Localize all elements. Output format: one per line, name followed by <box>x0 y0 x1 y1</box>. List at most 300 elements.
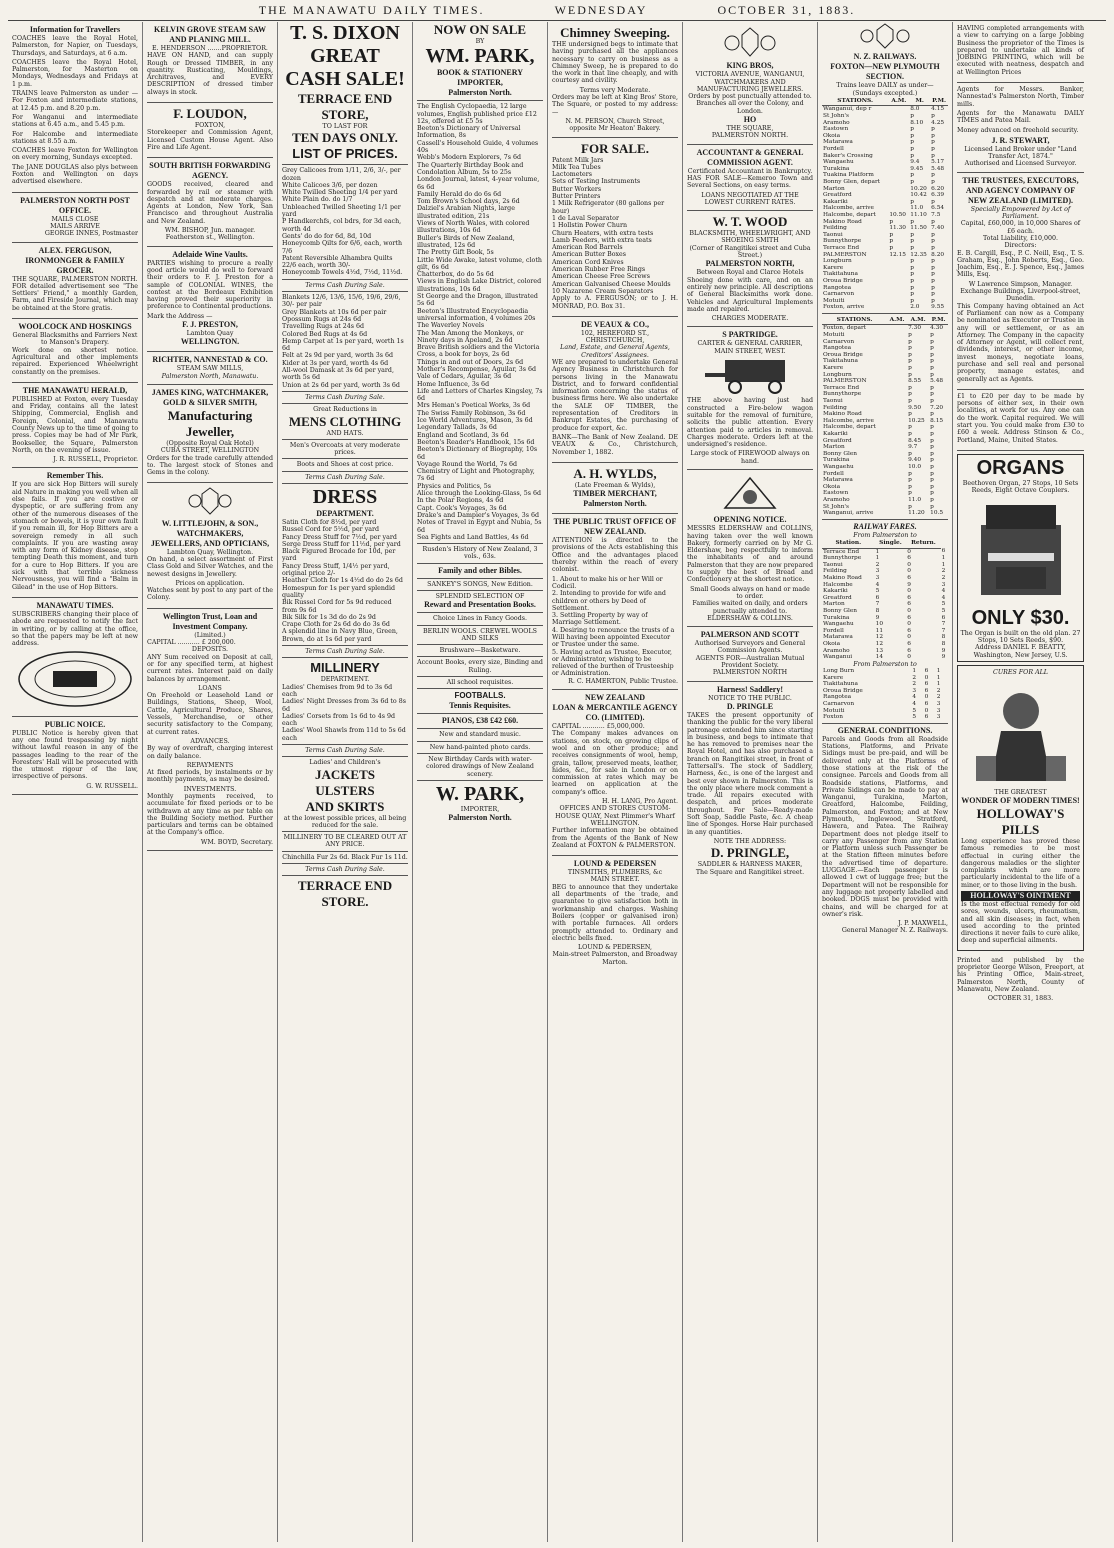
table-cell: Bunnythorpe <box>823 238 862 245</box>
terrace-footer: TERRACE END STORE. <box>297 878 393 910</box>
table-cell <box>888 278 909 285</box>
table-cell: p <box>910 139 914 146</box>
table-cell: Karere <box>823 264 844 271</box>
table-cell: p <box>910 152 914 159</box>
table-cell: 3 <box>875 574 880 581</box>
table-cell <box>887 477 907 484</box>
table-cell: 9 <box>907 581 911 588</box>
table-cell: Halcombe <box>823 581 853 588</box>
table-cell: Greatford <box>823 594 852 601</box>
table-cell <box>887 504 907 511</box>
table-cell: p <box>910 297 914 304</box>
table-row <box>822 694 948 701</box>
table-cell: 9.40 <box>908 457 922 464</box>
table-cell: 5.48 <box>930 378 944 385</box>
table-row <box>822 555 948 562</box>
table-cell: Foxton, arrive <box>823 304 865 311</box>
table-cell: p <box>931 152 935 159</box>
table-cell: 8.15 <box>930 417 944 424</box>
table-cell: Tiakitahuna <box>823 358 858 365</box>
column-6: KING BROS, VICTORIA AVENUE, WANGANUI, WATCHMAKERS AND MANUFACTURING JEWELLERS. Orders by post punctually attended to. Branches all over the Colony, and London. HO THE SQUARE, PALMERSTON NORTH. ACCOUNTANT & GENERAL COMMISSION AGENT. Certificated Accountant in Bankruptcy. HAS FOR SALE—Kemeroo Town and Several Sections, on easy terms. LOANS NEGOTIATED AT THE LOWEST CURRENT RATES. W. T. WOOD BLACKSMITH, WHEELWRIGHT, AND SHOEING SMITH (Corner of Rangitikei street and Cuba Street.) PALMERSTON NORTH, Between Royal and Clarce Hotels Shoeing done with care, and on an entirely new principle. All descriptions of General Blacksmiths work done. Vehicles and Agricultural Implements made and repaired. CHARGES MODERATE. S PARTRIDGE. CARTER & GENERAL CARRIER, MAIN STREET, WEST. THE above having just had constructed a Fire-below wagon suitable for the removal of furniture, solicits the public attention. Every attention paid to articles in removal. Charges moderate. Orders left at the undersigned's residence. Large stock of FIREWOOD always on hand. OPENING NOTICE. MESSRS ELDERSHAW and COLLINS, having taken over the well known Bakery, formerly carried on by Mr G. Eldershaw, beg respectfully to inform the inhabitants of and around Palmerston that they are now prepared to supply the best of Bread and Confectionery at the shortest notice. Small Goods always on hand or made to order. Families waited on daily, and orders punctually attended to. ELDERSHAW & COLLINS. PALMERSON AND SCOTT Authorised Surveyors and General Commission Agents. AGENTS FOR—Australian Mutual Provident Society. PALMERSTON NORTH Harness! Saddlery! NOTICE TO THE PUBLIC. D. PRINGLE TAKES the present opportunity of thanking the public for the very liberal patronage extended him since starting in business, and begs to intimate that he has removed to premises near the Royal Hotel, and has also purchased a branch on Rangitikei street, in front of Tattersall's. The stock of Saddlery, Harness, &c., is one of the largest and best ever shown in Palmerston. This is the only place where mock comment a trade. All repairs executed with despatch, and prices moderate throughout. For Sale—Ready-made Soft Soap, Saddle Paste, &c. A cheap line of Sponges. Horse Hair purchased in any quantities. NOTE THE ADDRESS: D. PRINGLE, SADDLER & HARNESS MAKER, The Square and Rangitikei street. <box>683 22 818 1542</box>
park-footer: W. PARK, <box>435 782 525 805</box>
table-row <box>822 245 948 252</box>
table-cell: p <box>930 477 934 484</box>
royal-arms-icon <box>147 486 273 518</box>
table-cell: Okoia <box>823 483 841 490</box>
park-name: WM. PARK, <box>425 45 535 68</box>
table-cell <box>887 405 907 412</box>
table-cell: p <box>931 264 935 271</box>
table-row <box>822 471 948 478</box>
table-cell: 2 <box>936 687 941 694</box>
table-cell: p <box>931 244 935 251</box>
table-cell: 9.7 <box>908 444 918 451</box>
table-cell: p <box>910 284 914 291</box>
table-cell: Carnarvon <box>823 700 855 707</box>
table-cell: Bunnythorpe <box>823 555 862 562</box>
table-cell <box>887 332 907 339</box>
table-cell: Marton <box>823 444 845 451</box>
table-cell: 2 <box>875 561 880 568</box>
table-row <box>822 153 948 160</box>
table-cell: 1 <box>936 667 941 674</box>
table-cell: 11.0 <box>910 205 924 212</box>
table-cell: p <box>889 244 894 251</box>
table-cell <box>887 490 907 497</box>
table-row <box>822 628 948 635</box>
table-cell <box>888 126 909 133</box>
table-cell: 6 <box>875 594 880 601</box>
table-cell: 4 <box>875 581 880 588</box>
table-cell: p <box>930 384 934 391</box>
wine-heading: Adelaide Wine Vaults. <box>172 249 248 259</box>
table-cell: 5 <box>941 607 946 614</box>
trustees-heading: THE TRUSTEES, EXECUTORS, AND AGENCY COMPANY OF NEW ZEALAND (LIMITED). <box>962 175 1079 205</box>
table-cell: p <box>908 371 912 378</box>
table-cell <box>888 153 909 160</box>
scott-name: PALMERSON AND SCOTT <box>700 630 800 640</box>
table-cell: 2 <box>941 574 946 581</box>
table-cell <box>888 120 909 127</box>
table-cell <box>888 106 909 113</box>
table-cell: 0 <box>907 634 911 641</box>
table-row <box>822 113 948 120</box>
table-cell: Motuiti <box>823 707 845 714</box>
table-cell <box>887 352 907 359</box>
table-cell: 6.54 <box>931 205 945 212</box>
travellers-heading: Information for Travellers <box>29 25 121 34</box>
table-cell: 4.30 <box>930 325 944 332</box>
table-cell: Foxton <box>823 714 844 721</box>
table-cell: Longburn <box>823 371 852 378</box>
table-row <box>822 497 948 504</box>
table-cell <box>887 451 907 458</box>
table-cell: Halcombe, depart <box>823 211 876 218</box>
table-cell: p <box>908 345 912 352</box>
table-cell <box>888 166 909 173</box>
table-cell: 1 <box>936 681 941 688</box>
column-7: N. Z. RAILWAYS. FOXTON—NEW PLYMOUTH SECTION. Trains leave DAILY as under—(Sundays excepted.) STATIONS. A.M. M. P.M. Wanganui, dep r 8.0 4.15 St John's p p Aramoho 8.10 4.25 Eastown p p Okoia p p Matarawa p p Fordell p p Baker's Crossing p p Wangaehu 9.4 5.17 Turakina 9.45 5.48 Tuakina Platform p p Bonny Glen, depart p p Marton 10.20 6.20 Greatford 10.42 6.39 Kakariki p p Halcombe, arrive 11.0 6.54 Halcombe, depart 10.50 11.10 7.5 Makino Road p p p Feilding 11.30 11.50 7.40 Taonui p p p Bunnythorpe p p p Terrace End p p p PALMERSTON 12.15 12.35 8.20 Longburn p p Karere p p Tiakitahuna p p Oroua Bridge p p Rangotea p p Carnarvon p p Motuiti p p Foxton, arrive 2.0 9.55 STATIONS. A.M. A.M. P.M. Foxton, depart 7.30 4.30 Motuiti p p Carnarvon p p Rangotea p p Oroua Bridge p p Tiakitahuna p p Karere p p Longburn p p PALMERSTON 8.55 5.48 Terrace End p p Bunnythorpe p p Taonui p p Feilding 9.50 7.20 Makino Road p p Halcombe, arrive 10.25 8.15 Halcombe, depart p p Kakariki p p Greatford 8.45 p Marton 9.7 p Bonny Glen p p Turakina 9.40 p Wangaehu 10.0 p Fordell p p Matarawa p p Okoia p p Eastown p p Aramoho 11.0 p St John's p p Wanganui, arrive 11.20 10.5 RAILWAY FARES. From Palmerston to Station. Single. Return. Terrace End 1 0 6 Bunnythorpe 1 6 1 Taonui 2 0 1 Feilding 3 0 2 Makino Road 3 6 2 Halcombe 4 9 3 Kakariki 5 0 4 Greatford 6 6 4 Marton 7 6 5 Bonny Glen 8 0 5 Turakina 9 6 6 Wangaehu 10 0 7 Fordell 11 6 7 Matarawa 12 0 8 Okoia 12 6 8 Aramoho 13 6 9 Wanganui 14 0 9 From Palmerston to Long Burn 1 6 1 Karere 2 0 1 Tiakitahuna 2 6 1 Oroua Bridge 3 6 2 Rangotea 4 0 2 Carnarvon 4 6 3 Motuiti 5 0 3 Foxton 5 6 3 GENERAL CONDITIONS. Parcels and Goods from all Roadside Stations, Platforms, and Private Sidings must be pre-paid, and will be delivered only at the Platforms of those stations at the risk of the consignee. Parcels and Goods from all Roadside stations, Platforms, and Private Sidings can be made to pay at Wanganui, Turakina, Marton, Greatford, Halcombe, Feilding, Palmerston, and Foxton; and at New Plymouth, Inglewood, Stratford, Hawera, and Patea. The Railway Department does not pledge itself to carry any Passenger from any Station or Platform unless such Passenger be at the Station fifteen minutes before the advertised time of departure. LUGGAGE.—Each passenger is allowed 1 cwt of luggage free; but the Department will not be responsible for any luggage not properly labelled and booked. DOGS must be provided with chains, and will be charged for at owner's risk. J. P. MAXWELL, General Manager N. Z. Railways. <box>818 22 953 1542</box>
table-cell: 5 <box>912 707 917 714</box>
partridge-name: S PARTRIDGE. <box>722 330 778 340</box>
table-cell: p <box>908 358 912 365</box>
table-cell: p <box>930 490 934 497</box>
table-row <box>822 648 948 655</box>
richter-name: RICHTER, NANNESTAD & CO. <box>152 355 268 365</box>
up-timetable <box>822 97 948 311</box>
table-row <box>822 411 948 418</box>
table-row <box>822 186 948 193</box>
table-cell: Aramoho <box>823 496 850 503</box>
table-cell: 11.30 <box>889 225 906 232</box>
wylds-name: A. H. WYLDS, <box>573 465 657 481</box>
table-cell: 7 <box>941 627 946 634</box>
table-cell: p <box>931 258 935 265</box>
table-cell: p <box>930 371 934 378</box>
table-cell: 10.42 <box>910 192 927 199</box>
table-cell <box>888 291 909 298</box>
table-cell: Rangotea <box>823 694 852 701</box>
veaux-name: DE VEAUX & CO., <box>580 319 650 329</box>
table-cell: Halcombe, arrive <box>823 205 874 212</box>
table-row <box>822 562 948 569</box>
table-cell: p <box>931 218 935 225</box>
table-cell: p <box>931 297 935 304</box>
table-cell: 5.17 <box>931 159 945 166</box>
table-row <box>822 385 948 392</box>
table-row <box>822 668 948 675</box>
table-cell: Makino Road <box>823 411 862 418</box>
table-cell: 3 <box>936 714 941 721</box>
table-cell <box>887 385 907 392</box>
table-cell: 2 <box>912 674 917 681</box>
table-row <box>822 265 948 272</box>
table-cell: p <box>889 231 894 238</box>
remember-heading: Remember This. <box>46 471 104 481</box>
table-cell: p <box>931 271 935 278</box>
table-cell: p <box>910 238 914 245</box>
table-cell <box>888 146 909 153</box>
table-row <box>822 192 948 199</box>
table-cell: Halcombe, depart <box>823 424 876 431</box>
table-cell: Bonny Glen, depart <box>823 179 881 186</box>
masthead-day: WEDNESDAY <box>554 2 648 17</box>
table-cell: p <box>908 450 912 457</box>
table-cell: 6 <box>907 640 911 647</box>
table-row <box>822 225 948 232</box>
kelvin-heading: KELVIN GROVE STEAM SAW AND PLANING MILL. <box>154 25 266 44</box>
table-cell: p <box>931 132 935 139</box>
times-emblem <box>12 649 138 711</box>
column-1: Information for Travellers COACHES leave the Royal Hotel, Palmerston, for Napier, on Tuesdays, Thursdays, and Saturdays, at 6 a.m. COACHES leave the Royal Hotel, Palmerston, for Masterton on Mondays, Wednesdays and Fridays at 1 p.m. TRAINS leave Palmerston as under — For Foxton and intermediate stations, at 12.45 p.m. and 8.20 p.m. For Wanganui and intermediate stations at 6.45 a.m., and 5.45 p.m. For Halcombe and intermediate stations at 8.55 a.m. COACHES leave Foxton for Wellington on every morning, Sundays excepted. The JANE DOUGLAS also plys between Foxton and Wellington on days advertised elsewhere. PALMERSTON NORTH POST OFFICE. MAILS CLOSE MAILS ARRIVE GEORGE INNES, Postmaster ALEX. FERGUSON, IRONMONGER & FAMILY GROCER. THE SQUARE, PALMERSTON NORTH. FOR detailed advertisement see "The Settlers' Friend," a monthly Garden, Farm, and Fireside Journal, which may be obtained at the Store gratis. WOOLCOCK AND HOSKINGS General Blacksmiths and Farriers Next to Manson's Drapery. Work done on shortest notice. Agricultural and other implements repaired. Experienced Wheelwright constantly on the premises. THE MANAWATU HERALD, PUBLISHED at Foxton, every Tuesday and Friday, contains all the latest Shipping, Commercial, English and Foreign, Colonial, and Manawatu County News up to the time of going to press. Copies may be had of Mr Park, Bookseller, the Square, Palmerston North, on the evening of issue. J. R. RUSSELL, Proprietor. Remember This. If you are sick Hop Bitters will surely aid Nature in making you well when all else fails. If you are costive or dyspeptic, or are suffering from any other of the numerous diseases of the stomach or bowels, it is your own fault if you remain ill, for Hop Bitters are a sovereign remedy in all such complaints. If you are wasting away with any form of Kidney disease, stop tempting Death this moment, and turn for a cure to Hop Bitters. If you are sick with that terrible sickness Nervousness, you will find a "Balm in Gilead" in the use of Hop Bitters. MANAWATU TIMES. SUBSCRIBERS changing their place of abode are requested to notify the fact in writing, or by calling at the office, so that the papers may be left at new address. PUBLIC NOICE. PUBLIC Notice is hereby given that any one found trespassing by night without lawful reason in any of the passages leading to the rear of the Foresters' Hall will be prosecuted with the utmost rigour of the law, irrespective of persons. G. W. RUSSELL. <box>8 22 143 1542</box>
table-cell <box>887 339 907 346</box>
table-cell: 7 <box>875 601 880 608</box>
table-cell: p <box>930 332 934 339</box>
royal-crest-icon <box>687 25 813 61</box>
masthead-date: OCTOBER 31, 1883. <box>717 2 856 17</box>
table-row <box>822 431 948 438</box>
column-3: T. S. DIXON GREAT CASH SALE! TERRACE END STORE, TO LAST FOR TEN DAYS ONLY. LIST OF PRICES. Grey Calicoes from 1/11, 2/6, 3/-, per dozen White Calicoes 3/6, per dozen White Twilled Sheeting 1/4 per yard White Plain do. do 1/7 Unbleached Twilled Sheeting 1/1 per yard P Handkerchfs, col bdrs, for 3d each, worth 4d Gents' do do for 6d, 8d, 10d Honeycomb Qilts for 6/6, each, worth 7/6 Patent Reversible Alhambra Quilts 22/6 each, worth 30/- Honeycomb Towels 4½d, 7½d, 11½d. Terms Cash During Sale. Blankets 12/6, 13/6, 15/6, 19/6, 29/6, 30/- per pair Grey Blankets at 10s 6d per pair Opossum Rugs at 24s 6d Travelling Rugs at 24s 6d Colored Bed Rugs at 4s 6d Hemp Carpet at 1s per yard, worth 1s 6d Felt at 2s 9d per yard, worth 3s 6d Kider at 3s per yard, worth 4s 6d All-wool Damask at 3s 6d per yard, worth 5s 6d Union at 2s 6d per yard, worth 3s 6d Terms Cash During Sale. Great Reductions in MENS CLOTHING AND HATS. Men's Overcoats at very moderate prices. Boots and Shoes at cost price. Terms Cash During Sale. DRESS DEPARTMENT. Satin Cloth for 8½d, per yard Russel Cord for 5½d, per yard Fancy Dress Stuff for 7½d, per yard Serge Dress Stuff for 11½d, per yard Black Figured Brocade for 10d, per yard Fancy Dress Stuff, 1/4½ per yard, original price 2/- Heather Cloth for 1s 4½d do do 2s 6d Homespun for 1s per yard splendid quality Bik Russel Cord for 5s 9d reduced from 9s 6d Bik Silk for 1s 3d do do 2s 9d Crape Cloth for 2s 6d do do 3s 6d A splendid line in Navy Blue, Green, Brown, do at 1s 6d per yard Terms Cash During Sale. MILLINERY DEPARTMENT. Ladies' Chemises from 9d to 3s 6d each Ladies' Night Dresses from 3s 6d to 8s 6d Ladies' Corsets from 1s 6d to 4s 9d each Ladies' Wool Shawls from 11d to 5s 6d each Terms Cash During Sale. Ladies' and Children's JACKETS ULSTERS AND SKIRTS at the lowest possible prices, all being reduced for the sale. MILLINERY TO BE CLEARED OUT AT ANY PRICE. Chinchilla Fur 2s 6d. Black Fur 1s 11d. Terms Cash During Sale. TERRACE END STORE. <box>278 22 413 1542</box>
table-cell: 9 <box>941 654 946 661</box>
table-cell: 6 <box>924 700 929 707</box>
table-row <box>822 365 948 372</box>
table-row <box>822 405 948 412</box>
table-row <box>822 285 948 292</box>
table-cell: Marton <box>823 185 845 192</box>
table-cell: p <box>910 218 914 225</box>
table-cell: p <box>910 231 914 238</box>
table-cell: 6 <box>941 548 946 555</box>
table-cell <box>888 192 909 199</box>
table-cell: 4 <box>941 588 946 595</box>
table-cell: 0 <box>907 654 911 661</box>
table-cell: p <box>908 332 912 339</box>
loudon-name: F. LOUDON, <box>173 106 247 122</box>
table-row <box>822 701 948 708</box>
ferguson-name: ALEX. FERGUSON, <box>38 245 112 255</box>
wood-name: W. T. WOOD <box>712 214 788 230</box>
table-cell: 9.50 <box>908 404 922 411</box>
table-cell: p <box>931 139 935 146</box>
table-cell: 6 <box>907 594 911 601</box>
table-cell: Matarawa <box>823 477 853 484</box>
chimney-heading: Chimney Sweeping. <box>560 25 670 40</box>
table-cell: p <box>908 338 912 345</box>
loan-company-name: LOAN & MERCANTILE AGENCY CO. (LIMITED). <box>552 703 678 723</box>
table-cell <box>887 358 907 365</box>
masthead <box>8 0 1106 21</box>
table-row <box>822 291 948 298</box>
table-cell <box>887 497 907 504</box>
table-cell <box>887 444 907 451</box>
table-row <box>822 304 948 311</box>
table-cell <box>887 510 907 517</box>
table-row <box>822 212 948 219</box>
table-cell: Matarawa <box>823 634 853 641</box>
table-cell: 2.0 <box>910 304 920 311</box>
table-cell: 11.50 <box>910 225 927 232</box>
table-cell: p <box>908 430 912 437</box>
timetable-header: Single. <box>875 539 907 548</box>
table-cell: 1 <box>941 555 946 562</box>
table-row <box>822 120 948 127</box>
table-row <box>822 688 948 695</box>
table-cell: 8.0 <box>910 106 920 113</box>
table-cell <box>888 199 909 206</box>
table-cell: p <box>910 113 914 120</box>
fares-table <box>822 539 948 661</box>
table-cell <box>888 186 909 193</box>
table-row <box>822 298 948 305</box>
table-cell: 11.10 <box>910 211 927 218</box>
table-cell <box>888 139 909 146</box>
table-cell: 14 <box>875 654 884 661</box>
table-cell: Wangaehu <box>823 621 854 628</box>
table-row <box>822 345 948 352</box>
table-cell: 3 <box>941 581 946 588</box>
public-trust-heading: THE PUBLIC TRUST OFFICE OF NEW ZEALAND. <box>553 517 677 537</box>
table-row <box>822 675 948 682</box>
table-cell: p <box>910 271 914 278</box>
table-cell: p <box>910 264 914 271</box>
table-cell: 1 <box>936 674 941 681</box>
lound-name: LOUND & PEDERSEN <box>573 859 657 869</box>
table-cell: 12 <box>875 640 884 647</box>
table-row <box>822 641 948 648</box>
table-cell: 8.45 <box>908 437 922 444</box>
table-cell: p <box>931 113 935 120</box>
table-cell: 10.25 <box>908 417 925 424</box>
table-cell: p <box>908 384 912 391</box>
table-cell: p <box>908 351 912 358</box>
railway-crest-icon <box>822 22 948 52</box>
table-row <box>822 219 948 226</box>
table-cell: 2 <box>936 694 941 701</box>
table-row <box>822 510 948 517</box>
table-cell: p <box>908 483 912 490</box>
table-cell: p <box>908 365 912 372</box>
table-cell: 10.0 <box>908 463 922 470</box>
table-cell: Motuiti <box>823 297 845 304</box>
table-cell: Fordell <box>823 627 844 634</box>
table-row <box>822 352 948 359</box>
table-cell: Wanganui, arrive <box>823 510 874 517</box>
table-row <box>822 634 948 641</box>
table-cell: Fordell <box>823 470 844 477</box>
table-cell: 6 <box>924 687 929 694</box>
table-cell: 7.40 <box>931 225 945 232</box>
table-cell: Wanganui <box>823 654 853 661</box>
table-cell: PALMERSTON <box>823 378 867 385</box>
table-cell: Eastown <box>823 126 849 133</box>
for-sale-heading: FOR SALE. <box>581 140 649 156</box>
table-cell: 9 <box>941 647 946 654</box>
table-cell: 6.20 <box>931 185 945 192</box>
table-row <box>822 238 948 245</box>
table-cell <box>888 113 909 120</box>
table-cell <box>888 179 909 186</box>
table-cell: 2 <box>912 681 917 688</box>
table-cell: 0 <box>907 621 911 628</box>
table-row <box>822 358 948 365</box>
table-row <box>822 504 948 511</box>
table-cell: 10.20 <box>910 185 927 192</box>
table-cell: 9.55 <box>931 304 945 311</box>
table-row <box>822 278 948 285</box>
table-row <box>822 548 948 555</box>
table-cell: p <box>930 437 934 444</box>
table-cell: Tiakitahuna <box>823 681 858 688</box>
table-cell: Marton <box>823 601 845 608</box>
table-cell: p <box>910 244 914 251</box>
table-cell: Taonui <box>823 561 843 568</box>
table-cell: St John's <box>823 503 849 510</box>
table-row <box>822 199 948 206</box>
table-cell: 5 <box>941 601 946 608</box>
table-cell <box>888 271 909 278</box>
table-cell: p <box>910 198 914 205</box>
masthead-title: THE MANAWATU DAILY TIMES. <box>258 2 485 17</box>
table-cell: Karere <box>823 674 844 681</box>
table-cell <box>887 391 907 398</box>
table-row <box>822 568 948 575</box>
table-row <box>822 595 948 602</box>
table-cell <box>887 484 907 491</box>
table-row <box>822 339 948 346</box>
table-row <box>822 615 948 622</box>
table-cell <box>887 438 907 445</box>
table-cell: Matarawa <box>823 139 853 146</box>
table-cell: p <box>930 457 934 464</box>
holloway-illustration <box>961 676 1080 788</box>
table-cell: 8.10 <box>910 119 924 126</box>
table-cell: St John's <box>823 113 849 120</box>
woolcock-name: WOOLCOCK AND HOSKINGS <box>18 322 132 332</box>
column-5: Chimney Sweeping. THE undersigned begs to intimate that having purchased all the appliances necessary to carry on business as a Chimney Sweep, he is prepared to do the work in that line cheaply, and with courtesy and civility. Terms very Moderate. Orders may be left at King Bros' Store, The Square, or posted to my address:— N. M. PERSON, Church Street, opposite Mr Heaton' Bakery. FOR SALE. Patent Milk Jars Milk Tea Tubes Lactometers Sets of Testing Instruments Butter Workers Butter Printers 1 Milk Refrigerator (80 gallons per hour) 1 de Laval Separator 1 Hollstin Power Churn Churn Heaters, with extra tests Lamb Feeders, with extra teats American Rod Barrels American Butter Boxes American Cord Knives American Rubber Free Rings American Cheese Free Screws American Galvanised Cheese Moulds 10 Nazarene Cream Separators Apply to A. FERGUSON; or to J. H. MONRAD, P.O. Box 31. DE VEAUX & CO., 102, HEREFORD ST., CHRISTCHURCH, Land, Estate, and General Agents, Creditors' Assignees. WE are prepared to undertake General Agency Business in Christchurch for persons living in the Manawatu District, and to forward confidential information concerning the status of business firms here. We also undertake the SALE OF TIMBER, the representation of Creditors in Bankrupt Estates, the purchasing of produce for export, &c. BANK—The Bank of New Zealand. DE VEAUX & Co., Christchurch, November 1, 1882. A. H. WYLDS, (Late Freeman & Wylds), TIMBER MERCHANT, Palmerston North. THE PUBLIC TRUST OFFICE OF NEW ZEALAND. ATTENTION is directed to the provisions of the Acts establishing this Office and the advantages placed thereby within the reach of every colonist. 1. About to make his or her Will or Codicil. 2. Intending to provide for wife and children or others by Deed of Settlement. 3. Settling Property by way of Marriage Settlement. 4. Desiring to renounce the trusts of a Will having been appointed Executor or Trustee under the same. 5. Having acted as Trustee, Executor, or Administrator, wishing to be relieved of the burthen of Trusteeship or Administration. R. C. HAMERTON, Public Trustee. NEW ZEALAND LOAN & MERCANTILE AGENCY CO. (LIMITED). CAPITAL ........... £5,000,000. The Company makes advances on stations, on stock, on growing clips of wool and on other produce; and receives consignments of wool, hemp, grain, tallow, preserved meats, leather, hides, &c., for sale in London or on commission at rates which may be learned on application at the company's office. H. H. LANG, Pro Agent. OFFICES AND STORES CUSTOM-HOUSE QUAY, Next Plimmer's Wharf WELLINGTON. Further information may be obtained from the Agents of the Bank of New Zealand at FOXTON & PALMERSTON. LOUND & PEDERSEN TINSMITHS, PLUMBERS, &c MAIN STREET. BEG to announce that they undertake all departments of the trade, and guarantee to give satisfaction both in workmanship and charges. Washing Boilers (copper or galvanised iron) with portable furnaces. All orders promptly attended to. Ordinary and electric bells fixed. LOUND & PEDERSEN, Main-street Palmerston, and Broadway Marton. <box>548 22 683 1542</box>
table-cell: p <box>910 179 914 186</box>
table-cell: 1 <box>875 555 880 562</box>
table-cell: Carnarvon <box>823 291 855 298</box>
table-cell: 6 <box>924 714 929 721</box>
table-cell <box>887 471 907 478</box>
table-cell: 0 <box>907 568 911 575</box>
table-cell: 0 <box>907 561 911 568</box>
table-cell: 10.5 <box>930 510 944 517</box>
table-cell: 5 <box>875 588 880 595</box>
timetable-header: A.M. <box>887 316 907 325</box>
table-cell: 7.30 <box>908 325 922 332</box>
table-cell: 10.50 <box>889 211 906 218</box>
table-cell <box>888 298 909 305</box>
columns <box>8 22 1106 1542</box>
table-cell: 0 <box>924 694 929 701</box>
herald-name: THE MANAWATU HERALD, <box>22 385 128 395</box>
column-4: NOW ON SALE BY WM. PARK, BOOK & STATIONERY IMPORTER, Palmerston North. The English Cyclopaedia, 12 large volumes, English published price £12 12s, offered at £5 5s Beeton's Dictionary of Universal Information, 8s Cassell's Household Guide, 4 volumes 40s Webb's Modern Explorers, 7s 6d The Quarterly Birthday Book and Condolation Album, 5s to 25s London Journal, latest, 4-year volume, 6s 6d Family Herald do do 6s 6d Tom Brown's School days, 2s 6d Dalziel's Arabian Nights, large illustrated edition, 21s Views of North Wales, with colored illustrations, 10s 6d Buller's Birds of New Zealand, illustrated, 12s 6d The Pretty Gift Book, 5s Little Wide Awake, latest volume, cloth gilt, 6s 6d Chatterbox, do do 5s 6d Views in English Lake District, colored illustrations, 10s 6d St George and the Dragon, illustrated 5s 6d Beeton's Illustrated Encyclopaedia universal information, 4 volumes 20s The Waverley Novels The Man Among the Monkeys, or Ninety days in Apeland, 2s 6d Brave British soldiers and the Victoria Cross, a book for boys, 2s 6d Things in and out of Doors, 2s 6d Mother's Recompense, Aguilar, 3s 6d Vale of Cedars, Aguilar, 3s 6d Home Influence, 3s 6d Life and Letters of Charles Kingsley, 7s 6d Mrs Heman's Poetical Works, 3s 6d The Swiss Family Robinson, 3s 6d Ice World Adventures, Mason, 3s 6d Legendary Tallads, 3s 6d England and Scotland, 3s 6d Beeton's Reader's Handbook, 15s 6d Beeton's Dictionary of Biography, 10s 6d Voyage Round the World, 7s 6d Chemistry of Light and Photography, 7s 6d Physics and Politics, 5s Alice through the Looking-Glass, 5s 6d In the Polar Regions, 4s 6d Capt. Cook's Voyages, 3s 6d Drake's and Dampier's Voyages, 3s 6d Notes of Travel in Egypt and Nubia, 5s 6d Sea Fights and Land Battles, 4s 6d Rusden's History of New Zealand, 3 vols., 63s. Family and other Bibles. SANKEY'S SONGS, New Edition. SPLENDID SELECTION OF Reward and Presentation Books. Choice Lines in Fancy Goods. BERLIN WOOLS. CREWEL WOOLS AND SILKS Brushware—Basketware. Account Books, every size, Binding and Ruling. All school requisites. FOOTBALLS. Tennis Requisites. PIANOS, £38 £42 £60. New and standard music. New hand-painted photo cards. New Birthday Cards with water-colored drawings of New Zealand scenery. W. PARK, IMPORTER, Palmerston North. <box>413 22 548 1542</box>
table-row <box>822 258 948 265</box>
sbfa-heading: SOUTH BRITISH FORWARDING AGENCY. <box>149 161 271 181</box>
table-cell: 3 <box>936 700 941 707</box>
table-cell: Turakina <box>823 614 850 621</box>
fares-table-2 <box>822 668 948 721</box>
table-cell: p <box>908 391 912 398</box>
table-cell: 12 <box>875 634 884 641</box>
stewart-name: J. R. STEWART, <box>991 135 1050 145</box>
table-row <box>822 582 948 589</box>
table-cell: Wangaehu <box>823 159 854 166</box>
table-cell: p <box>931 146 935 153</box>
table-cell: p <box>930 503 934 510</box>
table-cell: Fordell <box>823 146 844 153</box>
table-cell: p <box>930 450 934 457</box>
table-cell: p <box>910 132 914 139</box>
opening-notice: OPENING NOTICE. <box>713 515 787 525</box>
table-cell: 11.20 <box>908 510 925 517</box>
table-cell: 8.20 <box>931 251 945 258</box>
preston-name: F. J. PRESTON, <box>182 320 238 330</box>
table-cell: Rangotea <box>823 345 852 352</box>
table-cell: 8.55 <box>908 378 922 385</box>
table-cell: Wanganui, dep r <box>823 106 872 113</box>
table-cell: Long Burn <box>823 667 855 674</box>
table-cell: Bonny Glen <box>823 450 857 457</box>
table-row <box>822 391 948 398</box>
table-row <box>822 378 948 385</box>
table-cell: Eastown <box>823 490 849 497</box>
table-cell: Makino Road <box>823 218 862 225</box>
table-cell: 4 <box>941 594 946 601</box>
table-cell <box>887 424 907 431</box>
table-cell: PALMERSTON <box>823 251 867 258</box>
